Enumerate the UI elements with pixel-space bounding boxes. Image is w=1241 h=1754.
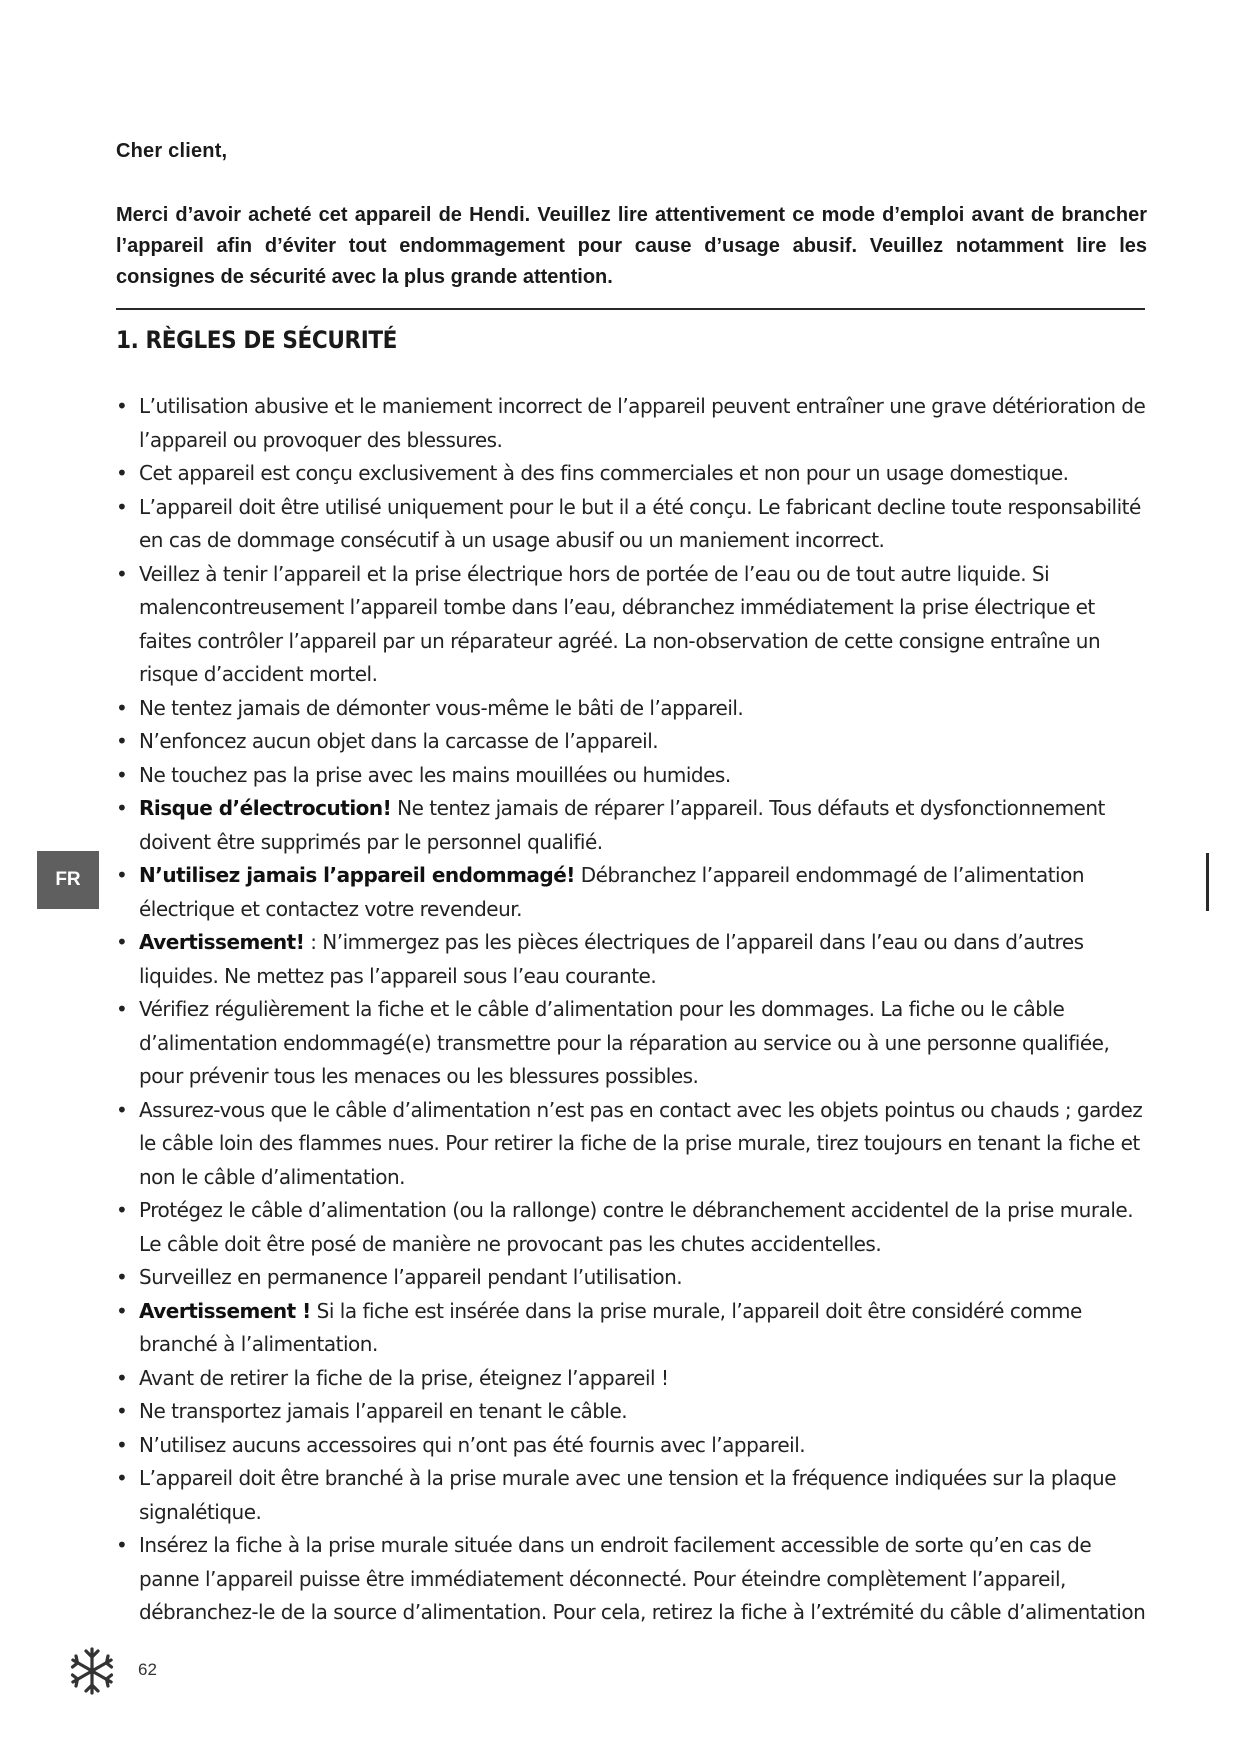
bullet-icon: • <box>116 1298 128 1323</box>
bullet-icon: • <box>116 729 128 753</box>
bullet-icon: • <box>116 695 128 720</box>
bullet-icon: • <box>116 1097 128 1122</box>
list-item: • N’utilisez jamais l’appareil endommagé! Débranchez l’appareil endommagé de l’alimentation électrique et contactez votre revendeur. <box>112 859 1147 926</box>
list-item: • L’utilisation abusive et le maniement incorrect de l’appareil peuvent entraîner une grave détérioration de l’appareil ou provoquer des blessures. <box>112 390 1147 457</box>
bullet-icon: • <box>116 394 128 418</box>
bullet-icon: • <box>116 930 128 954</box>
snowflake-icon <box>66 1645 118 1697</box>
bullet-icon: • <box>116 1365 128 1390</box>
bullet-icon: • <box>116 1533 128 1557</box>
page-number: 62 <box>138 1660 157 1679</box>
list-item: • Ne touchez pas la prise avec les mains mouillées ou humides. <box>112 759 1147 793</box>
bullet-icon: • <box>116 561 128 586</box>
list-item: • Cet appareil est conçu exclusivement à des fins commerciales et non pour un usage domestique. <box>112 457 1147 491</box>
list-item: • Risque d’électrocution! Ne tentez jamais de réparer l’appareil. Tous défauts et dysfonctionnement doivent être supprimés par le personnel qualifié. <box>112 792 1147 859</box>
list-item: • Ne transportez jamais l’appareil en tenant le câble. <box>112 1395 1147 1429</box>
section-title: 1. RÈGLES DE SÉCURITÉ <box>116 326 398 354</box>
bullet-icon: • <box>116 1432 128 1457</box>
list-item: • Surveillez en permanence l’appareil pendant l’utilisation. <box>112 1261 1147 1295</box>
list-item: • Insérez la fiche à la prise murale située dans un endroit facilement accessible de sorte qu’en cas de panne l’appareil puisse être immédiatement déconnecté. Pour éteindre complètement l’appareil, débranchez-le de la source d’alimentation. Pour cela, retirez la fiche à l’extrémité du câble d’alimentation <box>112 1529 1147 1630</box>
bullet-icon: • <box>116 997 128 1021</box>
bullet-icon: • <box>116 461 128 485</box>
intro-paragraph: Merci d’avoir acheté cet appareil de Hendi. Veuillez lire attentivement ce mode d’emploi avant de brancher l’appareil afin d’éviter tout endommagement pour cause d’usage abusif. Veuillez notamment lire les consignes de sécurité avec la plus grande attention. <box>116 204 1147 288</box>
list-item: • Vérifiez régulièrement la fiche et le câble d’alimentation pour les dommages. La fiche ou le câble d’alimentation endommagé(e) transmettre pour la réparation au service ou à une personne qualifiée, pour prévenir tous les menaces ou les blessures possibles. <box>112 993 1147 1094</box>
greeting: Cher client, <box>116 140 228 162</box>
language-tab: FR <box>37 851 99 909</box>
bullet-icon: • <box>116 1466 128 1490</box>
safety-rules-list <box>112 390 1147 1630</box>
bullet-icon: • <box>116 1399 128 1423</box>
list-item: • L’appareil doit être utilisé uniquement pour le but il a été conçu. Le fabricant decline toute responsabilité en cas de dommage consécutif à un usage abusif ou un maniement incorrect. <box>112 491 1147 558</box>
list-item: • Veillez à tenir l’appareil et la prise électrique hors de portée de l’eau ou de tout autre liquide. Si malencontreusement l’appareil tombe dans l’eau, débranchez immédiatement la prise électrique et faites contrôler l’appareil par un réparateur agréé. La non-observation de cette consigne entraîne un risque d’accident mortel. <box>112 558 1147 692</box>
list-item: • Avant de retirer la fiche de la prise, éteignez l’appareil ! <box>112 1362 1147 1396</box>
list-item: • Avertissement ! Si la fiche est insérée dans la prise murale, l’appareil doit être considéré comme branché à l’alimentation. <box>112 1295 1147 1362</box>
list-item: • Protégez le câble d’alimentation (ou la rallonge) contre le débranchement accidentel de la prise murale. Le câble doit être posé de manière ne provocant pas les chutes accidentelles. <box>112 1194 1147 1261</box>
list-item: • Assurez-vous que le câble d’alimentation n’est pas en contact avec les objets pointus ou chauds ; gardez le câble loin des flammes nues. Pour retirer la fiche de la prise murale, tirez toujours en tenant la fiche et non le câble d’alimentation. <box>112 1094 1147 1195</box>
list-item: • N’enfoncez aucun objet dans la carcasse de l’appareil. <box>112 725 1147 759</box>
list-item: • Ne tentez jamais de démonter vous-même le bâti de l’appareil. <box>112 692 1147 726</box>
bullet-icon: • <box>116 1198 128 1222</box>
section-divider <box>116 308 1145 310</box>
list-item: • L’appareil doit être branché à la prise murale avec une tension et la fréquence indiquées sur la plaque signalétique. <box>112 1462 1147 1529</box>
bullet-icon: • <box>116 796 128 820</box>
bullet-icon: • <box>116 1265 128 1289</box>
margin-marker <box>1206 853 1209 911</box>
bullet-icon: • <box>116 762 128 787</box>
bullet-icon: • <box>116 863 128 887</box>
bullet-icon: • <box>116 494 128 519</box>
list-item: • Avertissement! : N’immergez pas les pièces électriques de l’appareil dans l’eau ou dans d’autres liquides. Ne mettez pas l’appareil sous l’eau courante. <box>112 926 1147 993</box>
list-item: • N’utilisez aucuns accessoires qui n’ont pas été fournis avec l’appareil. <box>112 1429 1147 1463</box>
